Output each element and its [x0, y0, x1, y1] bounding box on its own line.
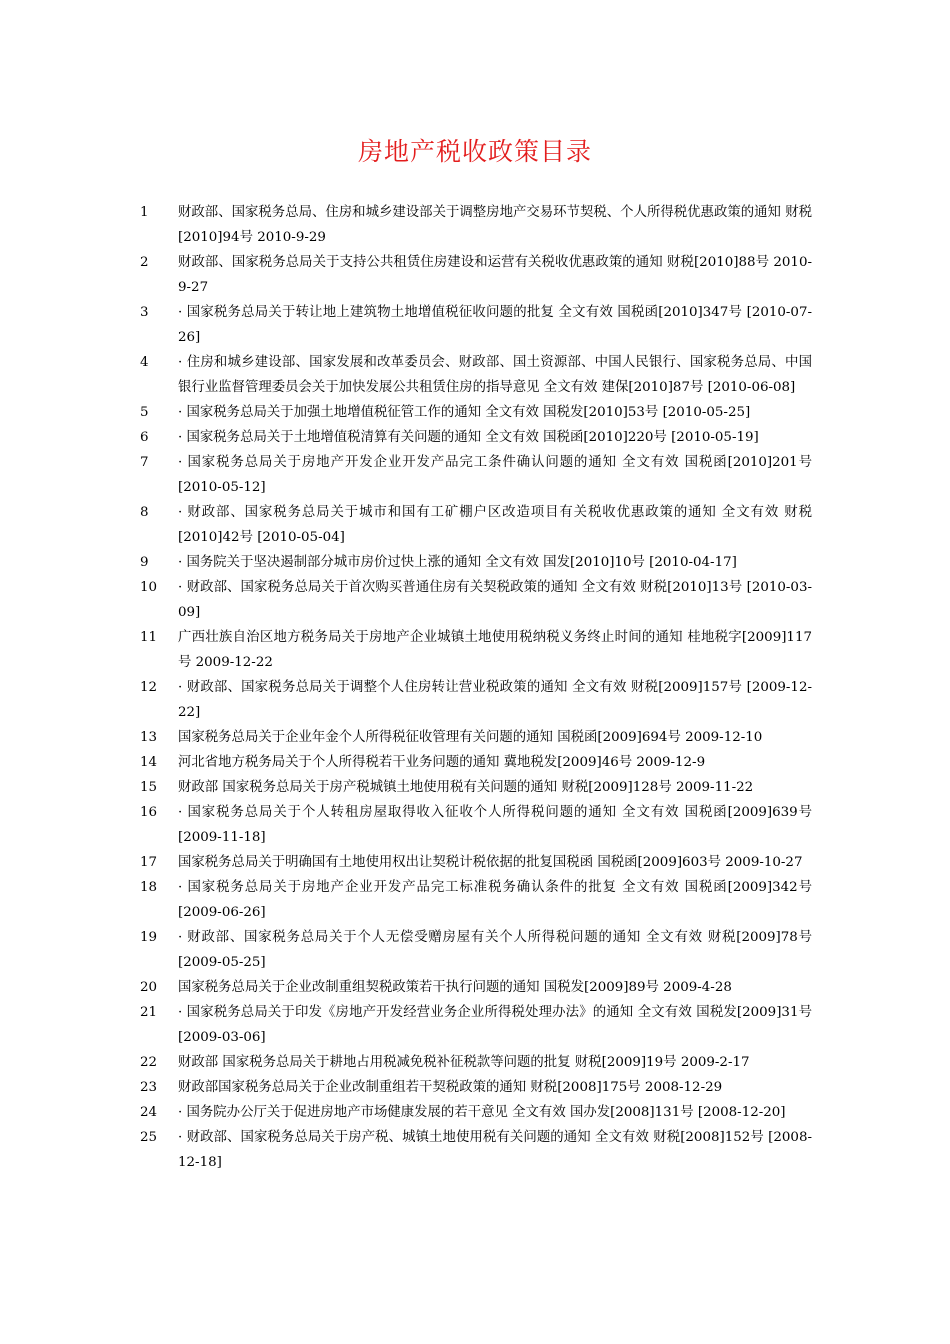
list-item	[140, 800, 812, 850]
item-number: 2	[140, 255, 149, 270]
list-item	[140, 850, 812, 875]
item-number: 20	[140, 980, 158, 995]
item-text: 广西壮族自治区地方税务局关于房地产企业城镇土地使用税纳税义务终止时间的通知 桂地税字[2009]117号 2009-12-22	[178, 630, 812, 670]
item-number: 19	[140, 930, 158, 945]
item-text: 财政部、国家税务总局关于支持公共租赁住房建设和运营有关税收优惠政策的通知 财税[2010]88号 2010-9-27	[178, 255, 812, 295]
item-text: 财政部国家税务总局关于企业改制重组若干契税政策的通知 财税[2008]175号 2008-12-29	[178, 1080, 723, 1095]
item-number: 25	[140, 1130, 158, 1145]
list-item	[140, 425, 812, 450]
list-item	[140, 775, 812, 800]
item-text: · 国务院关于坚决遏制部分城市房价过快上涨的通知 全文有效 国发[2010]10号 [2010-04-17]	[178, 555, 737, 570]
list-item	[140, 1000, 812, 1050]
item-number: 11	[140, 630, 158, 645]
list-item	[140, 1125, 812, 1175]
item-text: · 国家税务总局关于加强土地增值税征管工作的通知 全文有效 国税发[2010]53号 [2010-05-25]	[178, 405, 751, 420]
list-item	[140, 575, 812, 625]
item-text: · 国家税务总局关于个人转租房屋取得收入征收个人所得税问题的通知 全文有效 国税函[2009]639号 [2009-11-18]	[178, 805, 812, 845]
item-number: 10	[140, 580, 158, 595]
item-text: 财政部、国家税务总局、住房和城乡建设部关于调整房地产交易环节契税、个人所得税优惠政策的通知 财税[2010]94号 2010-9-29	[178, 205, 812, 245]
item-text: 国家税务总局关于企业改制重组契税政策若干执行问题的通知 国税发[2009]89号 2009-4-28	[178, 980, 732, 995]
list-item	[140, 550, 812, 575]
list-item	[140, 450, 812, 500]
item-text: 河北省地方税务局关于个人所得税若干业务问题的通知 冀地税发[2009]46号 2009-12-9	[178, 755, 706, 770]
list-item	[140, 1100, 812, 1125]
item-text: · 国家税务总局关于转让地上建筑物土地增值税征收问题的批复 全文有效 国税函[2010]347号 [2010-07-26]	[178, 305, 812, 345]
item-number: 3	[140, 305, 149, 320]
list-item	[140, 350, 812, 400]
list-item	[140, 675, 812, 725]
list-item	[140, 200, 812, 250]
list-item	[140, 500, 812, 550]
list-item	[140, 750, 812, 775]
item-text: 国家税务总局关于明确国有土地使用权出让契税计税依据的批复国税函 国税函[2009]603号 2009-10-27	[178, 855, 803, 870]
item-number: 5	[140, 405, 149, 420]
item-number: 1	[140, 205, 149, 220]
item-text: · 财政部、国家税务总局关于首次购买普通住房有关契税政策的通知 全文有效 财税[2010]13号 [2010-03-09]	[178, 580, 812, 620]
document-title: 房地产税收政策目录	[357, 137, 592, 166]
item-number: 24	[140, 1105, 158, 1120]
item-number: 14	[140, 755, 158, 770]
list-item	[140, 1050, 812, 1075]
item-text: · 住房和城乡建设部、国家发展和改革委员会、财政部、国土资源部、中国人民银行、国家税务总局、中国银行业监督管理委员会关于加快发展公共租赁住房的指导意见 全文有效 建保[2010]87号 [2010-06-08]	[178, 355, 812, 395]
item-number: 13	[140, 730, 158, 745]
item-text: · 财政部、国家税务总局关于房产税、城镇土地使用税有关问题的通知 全文有效 财税[2008]152号 [2008-12-18]	[178, 1130, 812, 1170]
item-number: 8	[140, 505, 149, 520]
list-item	[140, 925, 812, 975]
item-number: 9	[140, 555, 149, 570]
item-number: 17	[140, 855, 158, 870]
item-number: 18	[140, 880, 158, 895]
item-text: · 国家税务总局关于印发《房地产开发经营业务企业所得税处理办法》的通知 全文有效 国税发[2009]31号 [2009-03-06]	[178, 1005, 812, 1045]
list-item	[140, 300, 812, 350]
list-item	[140, 725, 812, 750]
policy-list	[140, 200, 812, 1175]
item-number: 23	[140, 1080, 158, 1095]
item-number: 12	[140, 680, 158, 695]
item-text: 财政部 国家税务总局关于房产税城镇土地使用税有关问题的通知 财税[2009]128号 2009-11-22	[178, 780, 754, 795]
list-item	[140, 400, 812, 425]
item-number: 7	[140, 455, 149, 470]
item-text: 国家税务总局关于企业年金个人所得税征收管理有关问题的通知 国税函[2009]694号 2009-12-10	[178, 730, 763, 745]
item-number: 21	[140, 1005, 158, 1020]
item-text: · 国家税务总局关于土地增值税清算有关问题的通知 全文有效 国税函[2010]220号 [2010-05-19]	[178, 430, 759, 445]
item-number: 22	[140, 1055, 158, 1070]
item-text: · 财政部、国家税务总局关于调整个人住房转让营业税政策的通知 全文有效 财税[2009]157号 [2009-12-22]	[178, 680, 812, 720]
list-item	[140, 625, 812, 675]
list-item	[140, 250, 812, 300]
item-text: · 财政部、国家税务总局关于个人无偿受赠房屋有关个人所得税问题的通知 全文有效 财税[2009]78号 [2009-05-25]	[178, 930, 812, 970]
item-text: 财政部 国家税务总局关于耕地占用税减免税补征税款等问题的批复 财税[2009]19号 2009-2-17	[178, 1055, 750, 1070]
item-text: · 国家税务总局关于房地产开发企业开发产品完工条件确认问题的通知 全文有效 国税函[2010]201号 [2010-05-12]	[178, 455, 812, 495]
list-item	[140, 875, 812, 925]
item-number: 4	[140, 355, 149, 370]
item-text: · 国家税务总局关于房地产企业开发产品完工标准税务确认条件的批复 全文有效 国税函[2009]342号 [2009-06-26]	[178, 880, 812, 920]
item-number: 6	[140, 430, 149, 445]
item-text: · 财政部、国家税务总局关于城市和国有工矿棚户区改造项目有关税收优惠政策的通知 全文有效 财税[2010]42号 [2010-05-04]	[178, 505, 812, 545]
item-number: 16	[140, 805, 158, 820]
list-item	[140, 1075, 812, 1100]
item-text: · 国务院办公厅关于促进房地产市场健康发展的若干意见 全文有效 国办发[2008]131号 [2008-12-20]	[178, 1105, 786, 1120]
list-item	[140, 975, 812, 1000]
item-number: 15	[140, 780, 158, 795]
